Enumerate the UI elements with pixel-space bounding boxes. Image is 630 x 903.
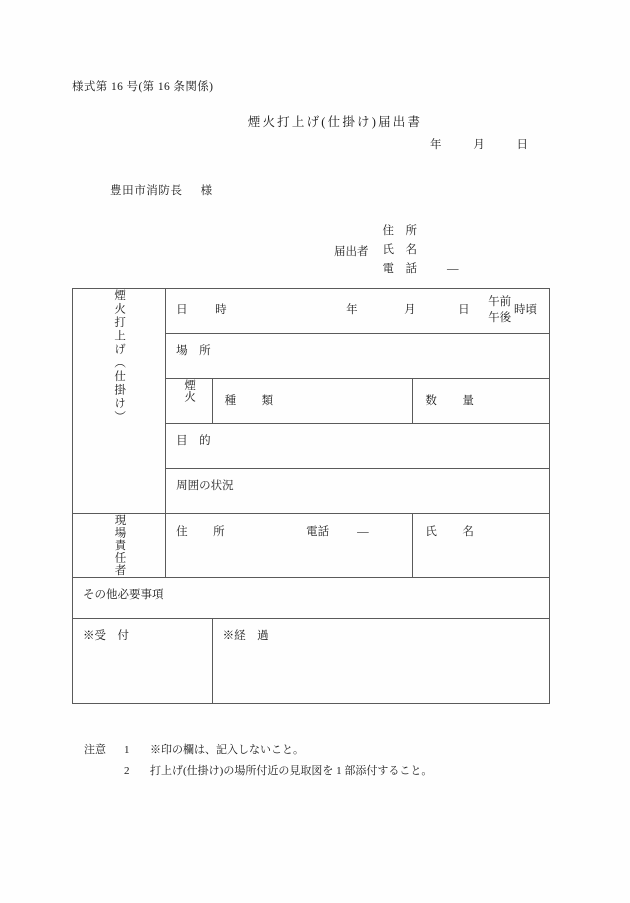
table-row-site-manager (73, 514, 550, 578)
datetime-am-label[interactable]: 午前 (488, 296, 512, 308)
notes-block (84, 740, 432, 782)
site-manager-address-cell[interactable] (166, 514, 413, 578)
site-manager-name-label: 氏 名 (425, 526, 481, 538)
main-category-vertical-label: 煙火打上げ（仕掛け） (113, 289, 126, 424)
quantity-cell[interactable] (413, 379, 550, 424)
note-item (124, 761, 432, 782)
document-title: 煙火打上げ(仕掛け)届出書 (247, 115, 423, 129)
progress-label: ※経 過 (222, 629, 269, 642)
note-item (84, 740, 432, 761)
datetime-pm-label[interactable]: 午後 (488, 312, 512, 324)
submitter-address-label: 住 所 (382, 225, 417, 237)
notification-form-table (72, 288, 550, 704)
site-manager-address-label: 住 所 (176, 526, 232, 538)
quantity-label: 数 量 (425, 395, 481, 407)
place-label: 場 所 (176, 345, 211, 357)
submission-date-line (430, 136, 528, 152)
datetime-day-label: 日 (458, 304, 470, 316)
site-manager-phone-dash: — (357, 526, 369, 538)
form-number: 様式第 16 号(第 16 条関係) (72, 81, 214, 93)
other-requirements-cell[interactable] (73, 577, 550, 618)
datetime-hour-label: 時頃 (514, 304, 537, 316)
table-row-datetime (73, 289, 550, 334)
site-manager-phone-label: 電話 (306, 526, 330, 538)
datetime-label: 日 時 (176, 304, 235, 316)
submitter-phone-dash: — (447, 263, 459, 275)
notes-heading: 注意 (84, 744, 106, 756)
site-manager-name-cell[interactable] (413, 514, 550, 578)
addressee-name: 豊田市消防長 (110, 185, 183, 197)
receipt-cell[interactable] (73, 618, 213, 703)
submitter-name-label: 氏 名 (382, 244, 417, 256)
progress-cell[interactable] (212, 618, 549, 703)
date-year-label: 年 (430, 139, 442, 151)
surroundings-cell[interactable] (166, 469, 550, 514)
note-text: ※印の欄は、記入しないこと。 (150, 744, 304, 756)
purpose-label: 目 的 (176, 435, 211, 447)
site-manager-phone-group (306, 523, 369, 539)
table-row-other (73, 577, 550, 618)
kind-cell[interactable] (212, 379, 413, 424)
site-manager-vertical-label-cell (73, 514, 166, 578)
datetime-ampm-group[interactable] (488, 294, 511, 326)
fireworks-sub-label: 煙火 (183, 379, 196, 402)
addressee-honorific: 様 (200, 185, 213, 197)
site-manager-vertical-label: 現場責任者 (113, 514, 126, 577)
main-category-vertical-label-cell (73, 289, 166, 514)
receipt-label: ※受 付 (83, 629, 129, 642)
datetime-cell[interactable] (166, 289, 550, 334)
note-number: 1 (124, 744, 130, 756)
other-requirements-label: その他必要事項 (83, 588, 164, 601)
purpose-cell[interactable] (166, 424, 550, 469)
note-text: 打上げ(仕掛け)の場所付近の見取図を 1 部添付すること。 (150, 765, 433, 777)
datetime-month-label: 月 (404, 304, 416, 316)
date-month-label: 月 (473, 139, 485, 151)
submitter-phone-row (383, 260, 459, 279)
place-cell[interactable] (166, 334, 550, 379)
fireworks-sub-label-cell (166, 379, 212, 424)
addressee (110, 182, 213, 198)
table-row-official-use (73, 618, 550, 703)
date-day-label: 日 (516, 139, 528, 151)
note-number: 2 (124, 765, 130, 777)
submitter-label: 届出者 (334, 245, 369, 258)
surroundings-label: 周囲の状況 (176, 480, 234, 492)
datetime-year-label: 年 (346, 304, 358, 316)
submitter-phone-label: 電 話 (382, 263, 417, 275)
submitter-block (334, 222, 459, 279)
kind-label: 種 類 (224, 395, 281, 407)
